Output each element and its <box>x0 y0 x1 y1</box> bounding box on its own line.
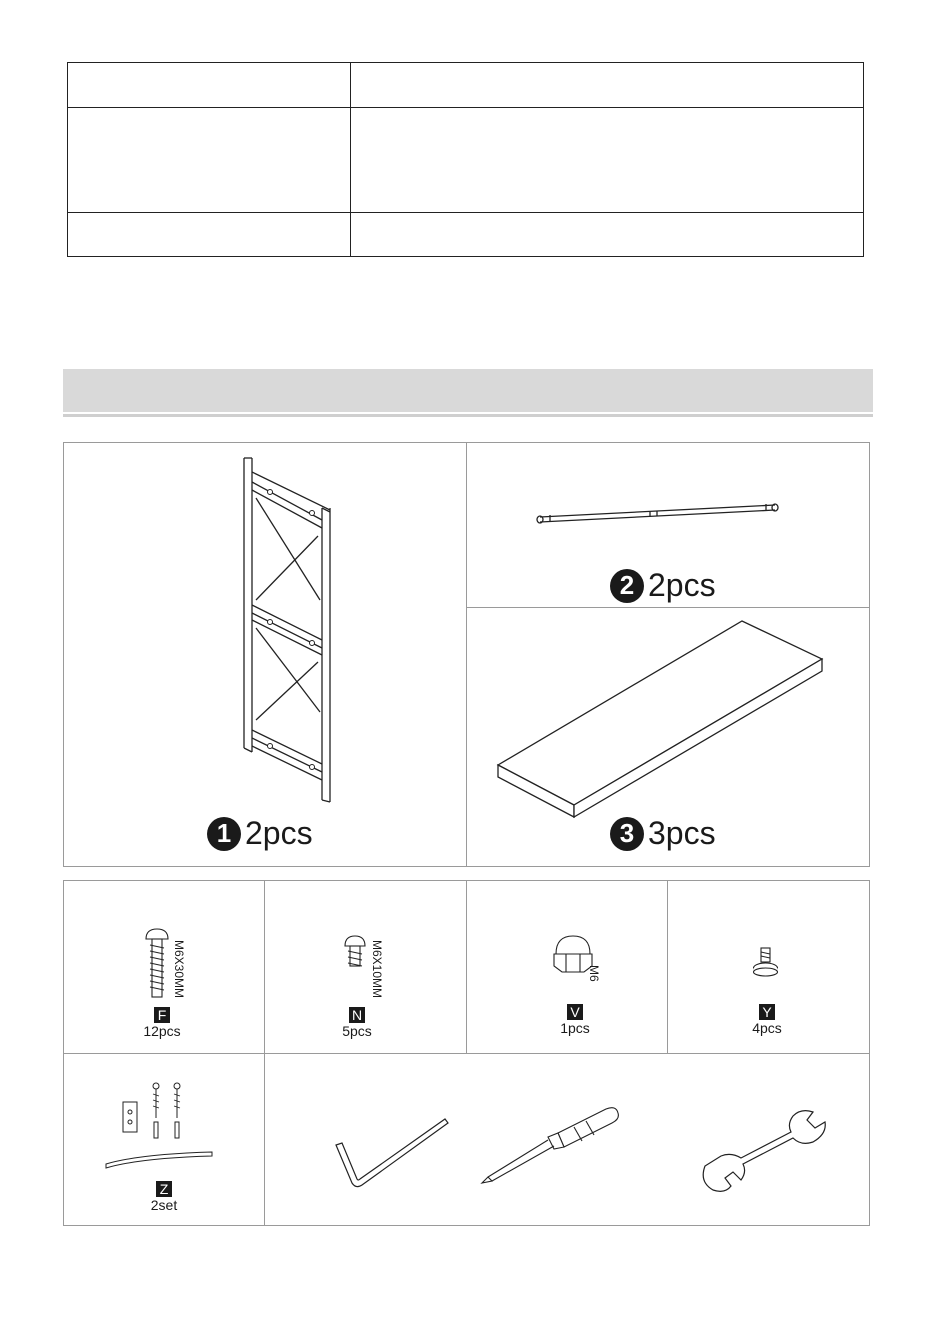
rod-illustration <box>530 495 790 535</box>
part-number-badge: 2 <box>610 569 644 603</box>
hardware-letter: N <box>349 1007 365 1023</box>
hardware-divider <box>466 880 467 1053</box>
part-3-label <box>610 815 716 852</box>
hardware-count: 2set <box>150 1197 178 1213</box>
section-header-band <box>63 369 873 412</box>
hardware-letter: V <box>567 1004 583 1020</box>
part-quantity: 2pcs <box>245 815 313 851</box>
parts-divider-vertical <box>466 442 467 867</box>
bolt-f-size: M6X30MM <box>172 940 186 999</box>
hardware-count: 4pcs <box>752 1020 782 1036</box>
part-quantity: 2pcs <box>648 567 716 603</box>
hardware-count: 1pcs <box>560 1020 590 1036</box>
section-header-rule <box>63 414 873 417</box>
hardware-letter: F <box>154 1007 170 1023</box>
allen-key-icon <box>330 1115 455 1195</box>
leveling-foot-icon <box>748 944 784 980</box>
hardware-letter: Y <box>759 1004 775 1020</box>
part-number-badge: 3 <box>610 817 644 851</box>
hardware-y <box>735 1004 799 1036</box>
part-quantity: 3pcs <box>648 815 716 851</box>
part-1-label <box>207 815 313 852</box>
hardware-letter: Z <box>156 1181 172 1197</box>
bolt-n-size: M6X10MM <box>370 940 384 999</box>
hardware-count: 5pcs <box>342 1023 372 1039</box>
parts-divider-horizontal <box>466 607 870 608</box>
hardware-v <box>543 1004 607 1036</box>
anti-tip-kit-icon <box>100 1078 220 1178</box>
hardware-f <box>130 1007 194 1039</box>
hardware-z <box>132 1181 196 1213</box>
part-2-label <box>610 567 716 604</box>
screwdriver-icon <box>478 1103 628 1188</box>
side-frame-illustration <box>200 450 360 810</box>
hardware-count: 12pcs <box>143 1023 181 1039</box>
nut-v-size: M6 <box>587 965 601 982</box>
shelf-board-illustration <box>490 615 830 825</box>
part-number-badge: 1 <box>207 817 241 851</box>
hardware-divider <box>264 880 265 1226</box>
wrench-icon <box>695 1108 835 1198</box>
hardware-divider <box>63 1053 870 1054</box>
hardware-n <box>325 1007 389 1039</box>
hardware-divider <box>667 880 668 1053</box>
